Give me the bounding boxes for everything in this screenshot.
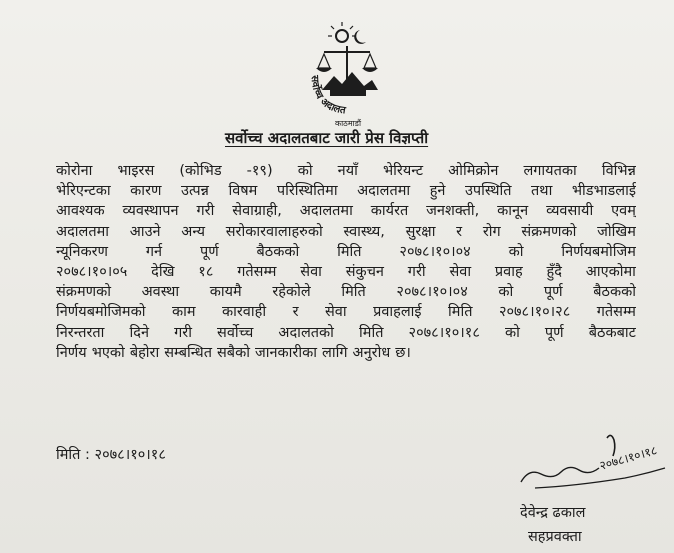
body-word: मिति (448, 304, 473, 321)
body-word: बेहोरा (129, 344, 160, 361)
body-word: सम्बन्धित (164, 344, 212, 361)
body-word: कार्यरत (370, 203, 409, 220)
body-word: २०७८।१०।०४ (399, 243, 471, 260)
body-word: र (292, 304, 299, 321)
body-word: पूर्ण (544, 324, 564, 341)
body-word: (कोभिड (179, 163, 222, 179)
body-word: कानून (497, 203, 529, 220)
body-word: जनशक्ती, (426, 203, 480, 220)
body-word: गतेसम्म (237, 264, 277, 281)
signer-name: देवेन्द्र ढकाल (520, 505, 586, 521)
body-word: गरी (174, 324, 192, 341)
body-word: नयाँ (337, 163, 358, 179)
body-word: लागि (322, 344, 348, 361)
body-word: गर्न (145, 243, 163, 260)
body-word: भीडभाडलाई (571, 183, 636, 200)
body-word: अदालतमा (56, 223, 110, 240)
body-word: निरन्तरता (56, 324, 105, 341)
body-line (56, 181, 636, 201)
body-word: व्यवसायी (546, 203, 594, 220)
body-word: विषम (228, 183, 258, 200)
body-word: व्यवस्थापन (122, 203, 179, 220)
body-word: पूर्ण (199, 243, 219, 260)
body-word: हुँदै (546, 264, 562, 281)
body-word: निर्णय (56, 344, 87, 361)
body-word: सबैको (216, 344, 250, 361)
body-word: को (508, 243, 524, 260)
body-word: संकुचन (345, 264, 384, 281)
body-word: छ। (395, 344, 411, 361)
body-line (56, 323, 636, 343)
body-word: न्यूनिकरण (56, 243, 109, 260)
body-word: अदालतको (278, 324, 334, 341)
body-word: २०७८।१०।०४ (396, 284, 468, 301)
body-word: निर्णयबमोजिम (561, 243, 636, 260)
body-word: कारण (130, 183, 162, 200)
body-word: लगायतका (523, 163, 577, 179)
body-word: स्वास्थ्य, (343, 223, 385, 240)
body-word: ओमिक्रोन (448, 163, 499, 179)
body-word: दिने (129, 324, 150, 341)
body-word: कोरोना (56, 163, 93, 179)
body-word: परिस्थितिमा (276, 183, 338, 200)
body-word: को (297, 163, 313, 179)
signer-designation: सहप्रवक्ता (528, 529, 582, 545)
body-word: हुने (429, 183, 446, 200)
body-word: सेवा (300, 264, 322, 281)
body-line (56, 282, 636, 302)
body-word: मिति (359, 324, 384, 341)
handwritten-signature (515, 430, 670, 502)
body-word: आएकोमा (585, 264, 636, 281)
body-line (56, 242, 636, 262)
body-word: गतेसम्म (596, 304, 636, 321)
body-word: विभिन्न (601, 163, 636, 179)
body-word: सरोकारवालाहरुको (225, 223, 323, 240)
body-word: पूर्ण (543, 284, 563, 301)
body-word: को (504, 324, 520, 341)
body-line (56, 343, 636, 363)
body-word: निर्णयबमोजिमको (56, 304, 146, 321)
body-word: सेवा (324, 304, 347, 321)
release-date: मिति : २०७८।१०।१८ (56, 447, 166, 463)
body-word: काम (171, 304, 196, 321)
body-word: संक्रमणको (521, 223, 577, 240)
body-word: मिति (337, 243, 362, 260)
body-line (56, 161, 636, 181)
body-word: १८ (198, 264, 214, 281)
body-line (56, 262, 636, 282)
body-word: गरी (196, 203, 215, 220)
body-word: २०७८।१०।०५ (56, 264, 128, 281)
body-word: बैठकको (593, 284, 636, 301)
body-word: सेवा (449, 264, 472, 281)
body-word: देखि (151, 264, 175, 281)
body-word: प्रवाह (494, 264, 523, 281)
body-word: भाइरस (117, 163, 155, 179)
body-word: अदालतमा (357, 183, 411, 200)
body-word: -१९) (246, 163, 273, 179)
handwritten-date: २०७८।१०।१८ (597, 443, 659, 473)
supreme-court-emblem (300, 18, 394, 130)
body-word: र (456, 223, 463, 240)
body-word: मिति (341, 284, 366, 301)
body-word: अदालतमा (299, 203, 353, 220)
body-word: कायमै (209, 284, 242, 301)
body-word: अवस्था (141, 284, 180, 301)
body-word: तथा (531, 183, 553, 200)
body-word: सुरक्षा (405, 223, 436, 240)
body-word: २०७८।१०।१८ (408, 324, 480, 341)
body-word: भएको (91, 344, 125, 361)
body-word: एवम् (611, 203, 636, 220)
body-word: आउने (129, 223, 161, 240)
body-word: रोग (482, 223, 501, 240)
body-word: जानकारीका (254, 344, 317, 361)
body-word: २०७८।१०।२८ (498, 304, 571, 321)
body-word: भेरियन्ट (382, 163, 424, 179)
body-word: बैठकबाट (588, 324, 636, 341)
body-word: अन्य (181, 223, 206, 240)
body-word: आवश्यक (56, 203, 105, 220)
press-release-title: सर्वोच्च अदालतबाट जारी प्रेस विज्ञप्ती (225, 129, 429, 147)
body-word: उत्पन्न (181, 183, 209, 200)
body-word: बैठकको (256, 243, 300, 260)
press-release-body (56, 161, 636, 363)
body-word: सर्वोच्च (217, 324, 254, 341)
body-word: जोखिम (597, 223, 636, 240)
body-word: कारवाही (221, 304, 267, 321)
body-word: अनुरोध (352, 344, 391, 361)
body-line (56, 222, 636, 242)
body-word: सेवाग्राही, (232, 203, 282, 220)
emblem-sub-text: काठमाडौं (334, 119, 362, 128)
body-line (56, 201, 636, 221)
body-word: रहेकोले (272, 284, 311, 301)
body-word: भेरिएन्टका (56, 183, 111, 200)
body-word: उपस्थिति (464, 183, 512, 200)
body-word: संक्रमणको (56, 284, 111, 301)
body-word: प्रवाहलाई (373, 304, 422, 321)
body-line (56, 302, 636, 322)
body-word: को (498, 284, 514, 301)
body-word: गरी (407, 264, 426, 281)
emblem-arc-text: सर्वोच्च अदालत (308, 75, 347, 117)
